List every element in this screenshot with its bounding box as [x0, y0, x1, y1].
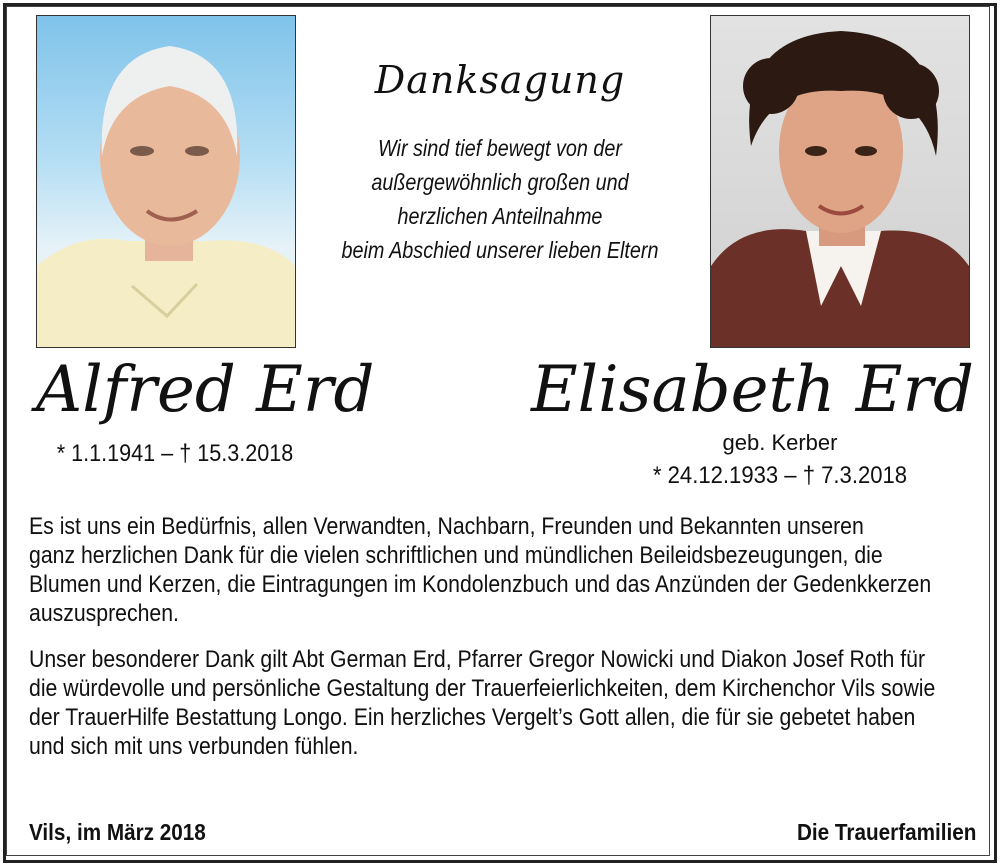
intro-line: beim Abschied unserer lieben Eltern	[341, 237, 659, 263]
signature: Die Trauerfamilien	[796, 819, 976, 845]
portrait-photo-elisabeth	[710, 15, 970, 348]
deceased-name-elisabeth: Elisabeth Erd	[530, 353, 974, 427]
body-line: ganz herzlichen Dank für die vielen schriftlichen und mündlichen Beileidsbezeugungen, die	[29, 542, 883, 569]
notice-heading: Danksagung	[374, 58, 626, 102]
place-and-date: Vils, im März 2018	[29, 819, 206, 845]
intro-text	[328, 131, 672, 267]
intro-line: außergewöhnlich großen und	[371, 169, 629, 195]
intro-line: herzlichen Anteilnahme	[397, 203, 603, 229]
thanks-paragraph-2	[29, 645, 967, 761]
portrait-photo-alfred	[36, 15, 296, 348]
thanks-paragraph-1	[29, 512, 967, 628]
body-line: und sich mit uns verbunden fühlen.	[29, 733, 359, 760]
body-line: die würdevolle und persönliche Gestaltung der Trauerfeierlichkeiten, dem Kirchenchor Vils sowie	[29, 675, 936, 702]
life-dates-elisabeth: * 24.12.1933 – † 7.3.2018	[652, 462, 908, 489]
thanks-body	[29, 512, 967, 778]
body-line: Blumen und Kerzen, die Eintragungen im Kondolenzbuch und das Anzünden der Gedenkkerzen	[29, 571, 932, 598]
body-line: auszusprechen.	[29, 600, 179, 627]
intro-line: Wir sind tief bewegt von der	[378, 135, 622, 161]
maiden-name-elisabeth: geb. Kerber	[722, 430, 838, 455]
deceased-name-alfred: Alfred Erd	[36, 353, 375, 427]
body-line: Es ist uns ein Bedürfnis, allen Verwandten, Nachbarn, Freunden und Bekannten unseren	[29, 513, 864, 540]
life-dates-alfred: * 1.1.1941 – † 15.3.2018	[56, 440, 294, 467]
body-line: Unser besonderer Dank gilt Abt German Erd, Pfarrer Gregor Nowicki und Diakon Josef Roth für	[29, 646, 926, 673]
body-line: der TrauerHilfe Bestattung Longo. Ein herzliches Vergelt’s Gott allen, die für sie gebetet haben	[29, 704, 916, 731]
